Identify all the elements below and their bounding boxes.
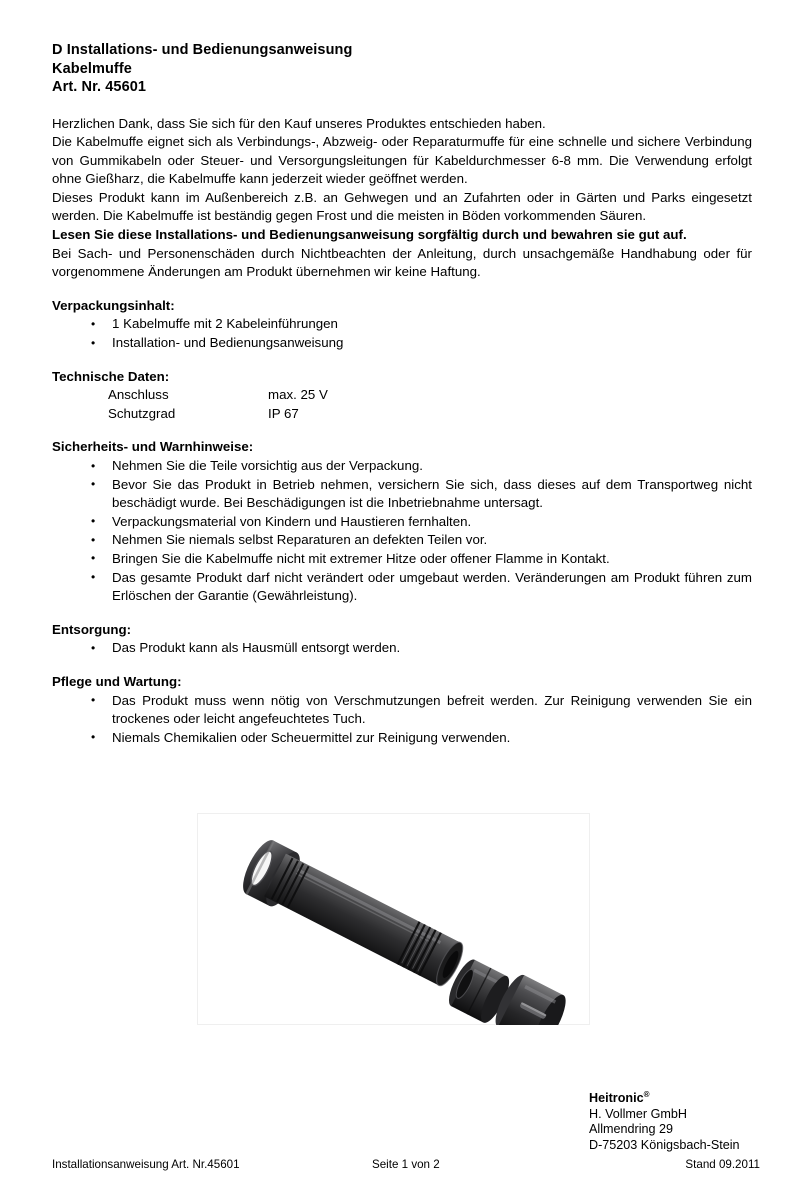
list-item: • Nehmen Sie niemals selbst Reparaturen an defekten Teilen vor. (52, 531, 752, 550)
packaging-list (52, 315, 752, 352)
care-list (52, 692, 752, 748)
brand-text: Heitronic (589, 1091, 644, 1106)
intro-outdoor-use: Dieses Produkt kann im Außenbereich z.B. an Gehwegen und an Zufahrten oder in Gärten und Parks eingesetzt werden. Die Kabelmuffe ist beständig gegen Frost und die meisten in Böden vorkommenden Säuren. (52, 189, 752, 224)
cable-sleeve-exploded-diagram (197, 813, 590, 1025)
spacer (52, 606, 752, 621)
spacer (52, 353, 752, 368)
list-item: • Niemals Chemikalien oder Scheuermittel zur Reinigung verwenden. (52, 729, 752, 748)
list-item: • Das Produkt kann als Hausmüll entsorgt werden. (52, 639, 752, 658)
section-heading-disposal: Entsorgung: (52, 621, 132, 637)
spacer (52, 282, 752, 297)
spec-label: Schutzgrad (108, 405, 176, 421)
table-row (52, 386, 328, 405)
spec-value: IP 67 (268, 405, 299, 421)
footer-page-number: Seite 1 von 2 (372, 1158, 440, 1171)
intro-liability: Bei Sach- und Personenschäden durch Nichtbeachten der Anleitung, durch unsachgemäße Handhabung oder für vorgenommene Änderungen am Produkt übernehmen wir keine Haftung. (52, 245, 752, 280)
product-illustration (197, 813, 590, 1025)
brand-name (589, 1087, 740, 1107)
section-heading-technical-data: Technische Daten: (52, 368, 170, 384)
list-item: • Bringen Sie die Kabelmuffe nicht mit extremer Hitze oder offener Flamme in Kontakt. (52, 550, 752, 569)
intro-thanks: Herzlichen Dank, dass Sie sich für den Kauf unseres Produktes entschieden haben. (52, 115, 546, 131)
company-address (589, 1087, 740, 1154)
company-street: Allmendring 29 (589, 1122, 674, 1137)
intro-read-instructions: Lesen Sie diese Installations- und Bedienungsanweisung sorgfältig durch und bewahren sie gut auf. (52, 227, 687, 243)
intro-description: Die Kabelmuffe eignet sich als Verbindungs-, Abzweig- oder Reparaturmuffe für eine schnelle und sichere Verbindung von Gummikabeln oder Steuer- und Versorgungsleitungen für Kabeldurchmesser 6-8 mm. Die Verwendung erfolgt ohne Gießharz, die Kabelmuffe kann jederzeit wieder geöffnet werden. (52, 134, 752, 187)
list-item: • Das gesamte Produkt darf nicht verändert oder umgebaut werden. Veränderungen am Produkt führen zum Erlöschen der Garantie (Gewährleistung). (52, 569, 752, 606)
list-item: • Nehmen Sie die Teile vorsichtig aus der Verpackung. (52, 457, 752, 476)
disposal-list (52, 639, 752, 658)
spec-value: max. 25 V (268, 387, 328, 403)
document-content (52, 41, 752, 747)
list-item: • Verpackungsmaterial von Kindern und Haustieren fernhalten. (52, 513, 752, 532)
spec-label: Anschluss (108, 387, 169, 403)
list-item: • Das Produkt muss wenn nötig von Verschmutzungen befreit werden. Zur Reinigung verwenden Sie ein trockenes oder leicht angefeuchtetes Tuch. (52, 692, 752, 729)
registered-mark: ® (643, 1090, 650, 1099)
section-heading-safety: Sicherheits- und Warnhinweise: (52, 439, 254, 455)
table-row (52, 405, 328, 424)
section-heading-care: Pflege und Wartung: (52, 673, 182, 689)
spacer (52, 658, 752, 673)
technical-data-table (52, 386, 328, 423)
list-item: • Installation- und Bedienungsanweisung (52, 334, 752, 353)
footer-document-ref: Installationsanweisung Art. Nr.45601 (52, 1158, 240, 1171)
section-heading-packaging: Verpackungsinhalt: (52, 297, 175, 313)
list-item: • Bevor Sie das Produkt in Betrieb nehmen, versichern Sie sich, dass dieses auf dem Transportweg nicht beschädigt wurde. Bei Beschädigungen ist die Inbetriebnahme untersagt. (52, 476, 752, 513)
title-line-3: Art. Nr. 45601 (52, 79, 147, 95)
company-legal-name: H. Vollmer GmbH (589, 1106, 687, 1121)
title-line-2: Kabelmuffe (52, 60, 132, 77)
list-item: • 1 Kabelmuffe mit 2 Kabeleinführungen (52, 315, 752, 334)
company-city: D-75203 Königsbach-Stein (589, 1137, 740, 1152)
page-title (52, 41, 752, 97)
title-line-1: D Installations- und Bedienungsanweisung (52, 42, 353, 58)
spacer (52, 97, 752, 115)
spacer (52, 423, 752, 438)
safety-list (52, 457, 752, 606)
footer-revision-date: Stand 09.2011 (685, 1158, 760, 1171)
